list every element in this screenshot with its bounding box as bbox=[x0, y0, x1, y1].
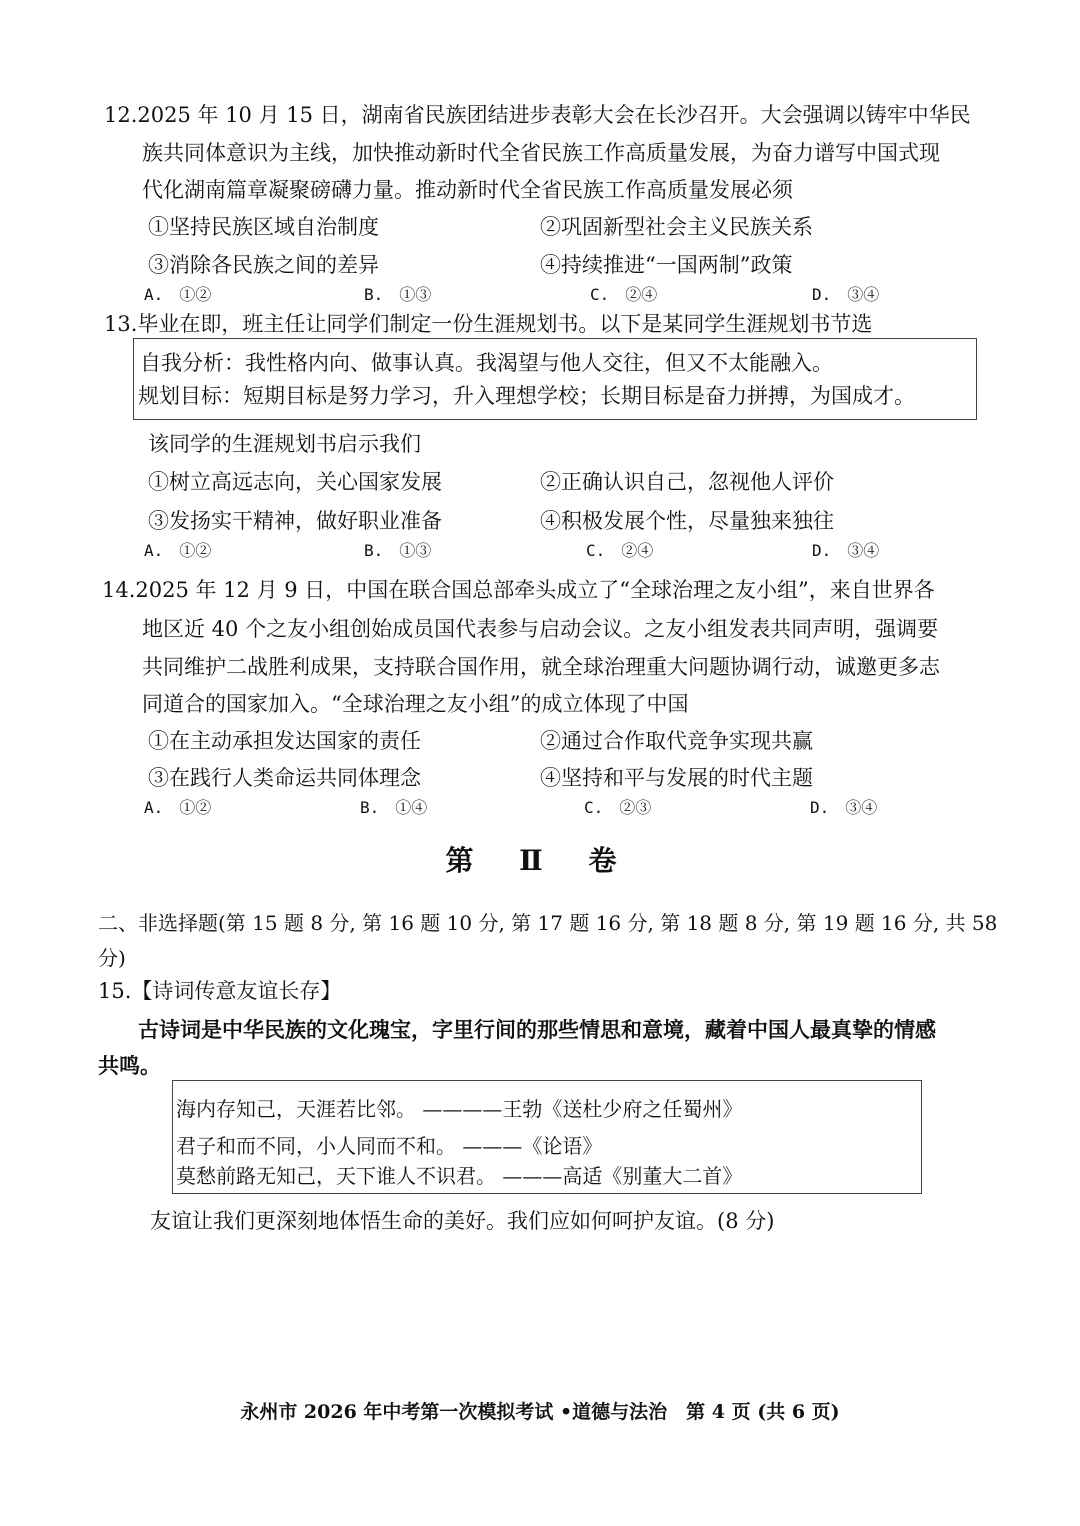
q12-item-1: ①坚持民族区域自治制度 bbox=[148, 215, 379, 239]
q13-item-2: ②正确认识自己，忽视他人评价 bbox=[540, 470, 834, 494]
section-intro-line-1: 二、非选择题(第 15 题 8 分, 第 16 题 10 分, 第 17 题 16 分, 第 18 题 8 分, 第 19 题 16 分, 共 58 bbox=[98, 911, 998, 935]
q12-item-4: ④持续推进“一国两制”政策 bbox=[540, 253, 793, 277]
q14-option-a: A. ①② bbox=[144, 798, 212, 817]
q14-item-3: ③在践行人类命运共同体理念 bbox=[148, 766, 421, 790]
section-intro-line-2: 分) bbox=[98, 946, 126, 970]
q14-stem-line-4: 同道合的国家加入。“全球治理之友小组”的成立体现了中国 bbox=[142, 692, 689, 716]
q15-poem-1: 海内存知己，天涯若比邻。 ————王勃《送杜少府之任蜀州》 bbox=[176, 1097, 743, 1121]
q12-option-c: C. ②④ bbox=[590, 285, 658, 304]
q14-item-4: ④坚持和平与发展的时代主题 bbox=[540, 766, 813, 790]
q14-stem-line-1: 14.2025 年 12 月 9 日，中国在联合国总部牵头成立了“全球治理之友小组”，来自世界各 bbox=[102, 578, 935, 602]
q12-stem-line-2: 族共同体意识为主线，加快推动新时代全省民族工作高质量发展，为奋力谱写中国式现 bbox=[142, 141, 940, 165]
q13-stem: 13.毕业在即，班主任让同学们制定一份生涯规划书。以下是某同学生涯规划书节选 bbox=[104, 312, 873, 336]
q13-box-line-2: 规划目标：短期目标是努力学习，升入理想学校；长期目标是奋力拼搏，为国成才。 bbox=[138, 384, 915, 408]
q15-question: 友谊让我们更深刻地体悟生命的美好。我们应如何呵护友谊。(8 分) bbox=[150, 1209, 775, 1233]
q12-stem-line-3: 代化湖南篇章凝聚磅礴力量。推动新时代全省民族工作高质量发展必须 bbox=[142, 178, 793, 202]
q15-heading: 15.【诗词传意友谊长存】 bbox=[98, 979, 342, 1003]
section-title: 第 Ⅱ 卷 bbox=[445, 844, 635, 877]
q15-intro-line-2: 共鸣。 bbox=[98, 1053, 161, 1078]
q12-option-b: B. ①③ bbox=[364, 285, 432, 304]
q12-option-d: D. ③④ bbox=[812, 285, 880, 304]
q13-item-3: ③发扬实干精神，做好职业准备 bbox=[148, 509, 442, 533]
q15-poem-3: 莫愁前路无知己，天下谁人不识君。 ———高适《别董大二首》 bbox=[176, 1164, 743, 1188]
q14-stem-line-2: 地区近 40 个之友小组创始成员国代表参与启动会议。之友小组发表共同声明，强调要 bbox=[142, 617, 939, 641]
q13-item-1: ①树立高远志向，关心国家发展 bbox=[148, 470, 442, 494]
q13-option-d: D. ③④ bbox=[812, 541, 880, 560]
q15-poem-2: 君子和而不同，小人同而不和。 ———《论语》 bbox=[176, 1134, 603, 1158]
q12-item-2: ②巩固新型社会主义民族关系 bbox=[540, 215, 813, 239]
q15-intro-line-1: 古诗词是中华民族的文化瑰宝，字里行间的那些情思和意境，藏着中国人最真挚的情感 bbox=[138, 1017, 936, 1042]
q14-stem-line-3: 共同维护二战胜利成果，支持联合国作用，就全球治理重大问题协调行动，诚邀更多志 bbox=[142, 655, 940, 679]
q12-stem-line-1: 12.2025 年 10 月 15 日，湖南省民族团结进步表彰大会在长沙召开。大会强调以铸牢中华民 bbox=[104, 103, 971, 127]
q14-item-1: ①在主动承担发达国家的责任 bbox=[148, 729, 421, 753]
q12-item-3: ③消除各民族之间的差异 bbox=[148, 253, 379, 277]
q12-option-a: A. ①② bbox=[144, 285, 212, 304]
q13-item-4: ④积极发展个性，尽量独来独往 bbox=[540, 509, 834, 533]
q13-option-b: B. ①③ bbox=[364, 541, 432, 560]
page-footer: 永州市 2026 年中考第一次模拟考试 •道德与法治 第 4 页 (共 6 页) bbox=[240, 1401, 840, 1423]
q14-option-d: D. ③④ bbox=[810, 798, 878, 817]
q14-option-b: B. ①④ bbox=[360, 798, 428, 817]
q14-item-2: ②通过合作取代竞争实现共赢 bbox=[540, 729, 813, 753]
q14-option-c: C. ②③ bbox=[584, 798, 652, 817]
q13-option-a: A. ①② bbox=[144, 541, 212, 560]
q13-box-line-1: 自我分析：我性格内向、做事认真。我渴望与他人交往，但又不太能融入。 bbox=[140, 351, 833, 375]
q13-option-c: C. ②④ bbox=[586, 541, 654, 560]
q13-question: 该同学的生涯规划书启示我们 bbox=[148, 432, 421, 456]
